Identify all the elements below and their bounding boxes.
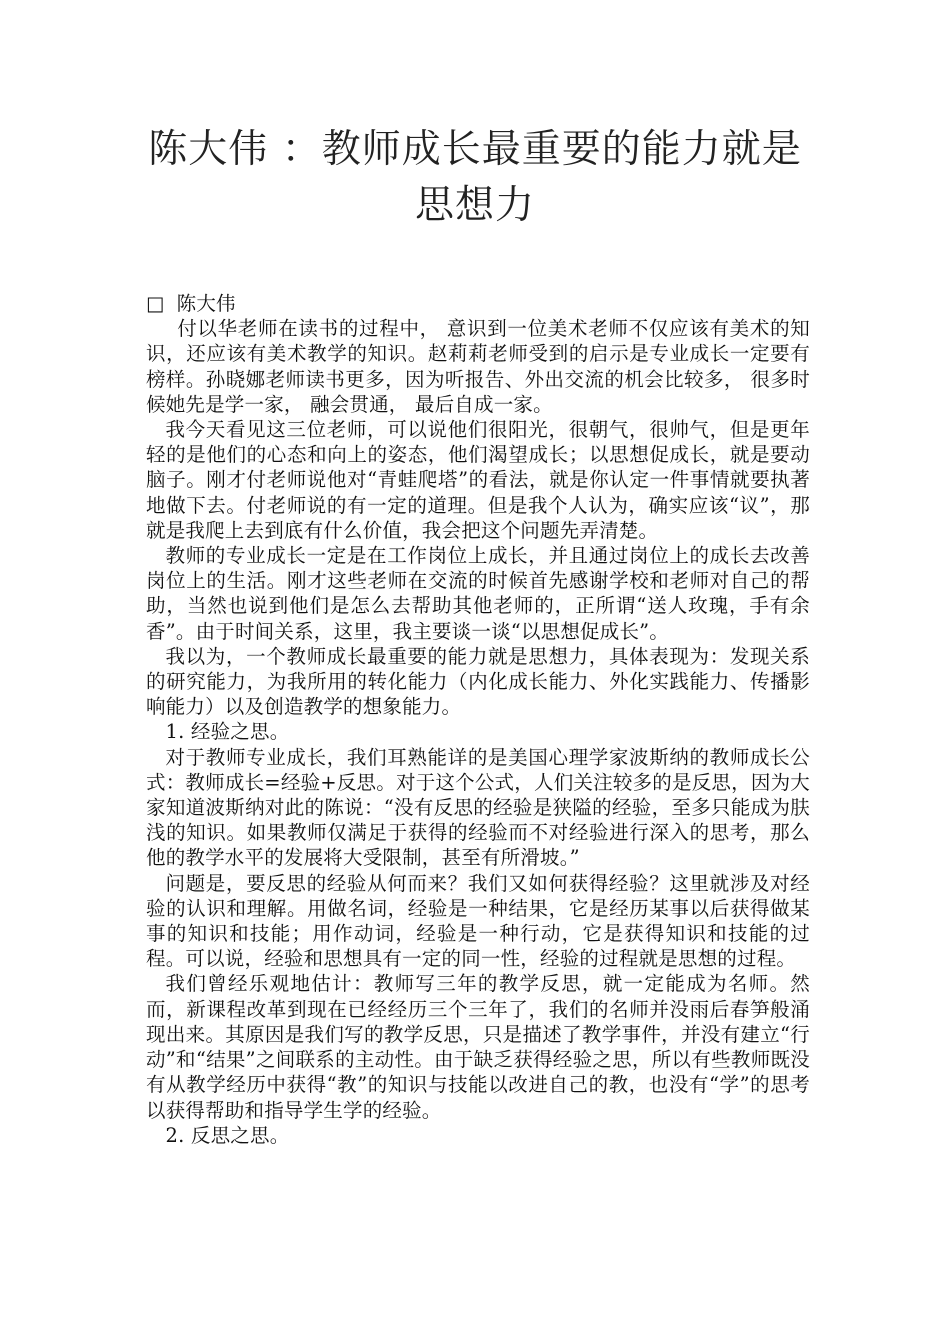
paragraph: 我们曾经乐观地估计：教师写三年的教学反思，就一定能成为名师。然而，新课程改革到现在已经经历三个三年了，我们的名师并没雨后春笋般涌现出来。其原因是我们写的教学反思，只是描述了教学事件，并没有建立“行动”和“结果”之间联系的主动性。由于缺乏获得经验之思，所以有些教师既没有从教学经历中获得“教”的知识与技能以改进自己的教，也没有“学”的思考以获得帮助和指导学生学的经验。 bbox=[146, 972, 810, 1122]
paragraph: 问题是，要反思的经验从何而来？我们又如何获得经验？这里就涉及对经验的认识和理解。用做名词，经验是一种结果，它是经历某事以后获得做某事的知识和技能；用作动词，经验是一种行动，它是获得知识和技能的过程。可以说，经验和思想具有一定的同一性，经验的过程就是思想的过程。 bbox=[146, 871, 810, 971]
paragraph: 对于教师专业成长，我们耳熟能详的是美国心理学家波斯纳的教师成长公式：教师成长=经验+反思。对于这个公式，人们关注较多的是反思，因为大家知道波斯纳对此的陈说：“没有反思的经验是狭隘的经验，至多只能成为肤浅的知识。如果教师仅满足于获得的经验而不对经验进行深入的思考，那么他的教学水平的发展将大受限制，甚至有所滑坡。” bbox=[146, 745, 810, 870]
paragraph: 教师的专业成长一定是在工作岗位上成长，并且通过岗位上的成长去改善岗位上的生活。刚才这些老师在交流的时候首先感谢学校和老师对自己的帮助，当然也说到他们是怎么去帮助其他老师的，正所谓“送人玫瑰，手有余香”。由于时间关系，这里，我主要谈一谈“以思想促成长”。 bbox=[146, 544, 810, 643]
author-name: 陈大伟 bbox=[176, 292, 236, 315]
paragraph: 我以为，一个教师成长最重要的能力就是思想力，具体表现为：发现关系的研究能力，为我所用的转化能力（内化成长能力、外化实践能力、传播影响能力）以及创造教学的想象能力。 bbox=[146, 644, 810, 719]
paragraph: 我今天看见这三位老师，可以说他们很阳光，很朝气，很帅气，但是更年轻的是他们的心态和向上的姿态，他们渴望成长；以思想促成长，就是要动脑子。刚才付老师说他对“青蛙爬塔”的看法，就是你认定一件事情就要执著地做下去。付老师说的有一定的道理。但是我个人认为，确实应该“议”，那就是我爬上去到底有什么价值，我会把这个问题先弄清楚。 bbox=[146, 418, 810, 542]
author-line bbox=[146, 291, 810, 316]
square-bullet-icon: □ bbox=[146, 292, 165, 315]
section-heading: 1. 经验之思。 bbox=[165, 720, 290, 744]
paragraph: 付以华老师在读书的过程中， 意识到一位美术老师不仅应该有美术的知识，还应该有美术教学的知识。赵莉莉老师受到的启示是专业成长一定要有榜样。孙晓娜老师读书更多，因为听报告、外出交流的机会比较多， 很多时候她先是学一家， 融会贯通， 最后自成一家。 bbox=[146, 317, 810, 416]
section-heading: 2. 反思之思。 bbox=[165, 1123, 290, 1147]
article-body bbox=[146, 291, 810, 1148]
page-title: 陈大伟 ：教师成长最重要的能力就是思想力 bbox=[148, 127, 802, 228]
